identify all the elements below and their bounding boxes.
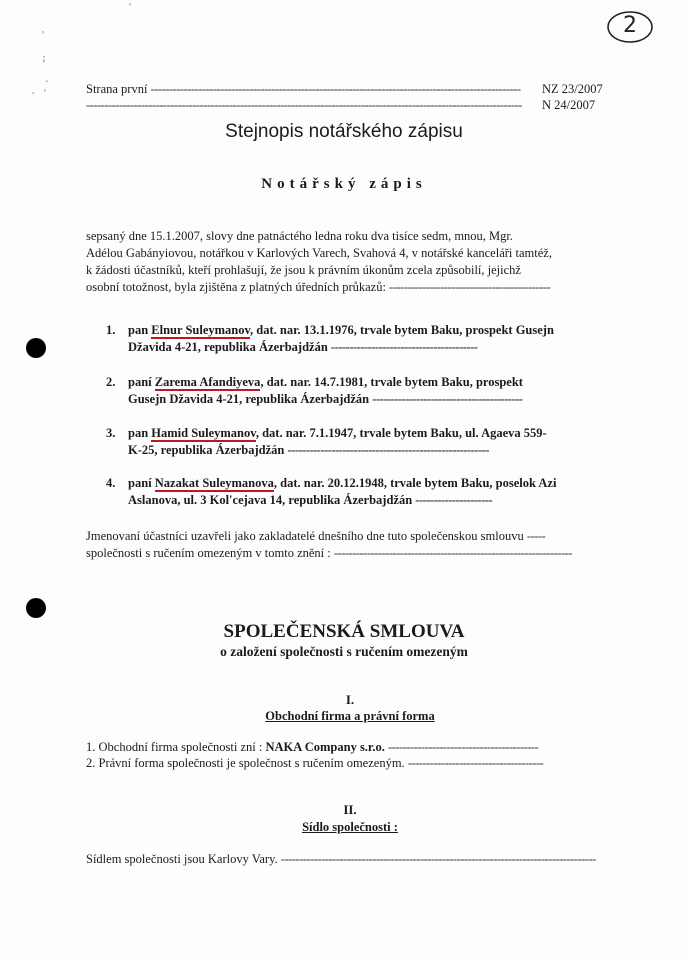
party-address: Gusejn Džavida 4-21, republika Ázerbajdžán (128, 392, 370, 406)
party-body: pan Hamid Suleymanov, dat. nar. 7.1.1947, trvale bytem Baku, ul. Agaeva 559- K-25, republika Ázerbajdžán ------------------------------------------------------- (128, 426, 547, 457)
header-dash-line: ----------------------------------------------------------------------------------------------------------------------- (86, 98, 522, 112)
intro-line: Adélou Gabányiovou, notářkou v Karlových Varech, Svahová 4, v notářské kanceláři tamtéž, (86, 246, 552, 260)
contract-title: SPOLEČENSKÁ SMLOUVA (223, 621, 465, 642)
party-item (106, 475, 606, 511)
section-item: Sídlem společnosti jsou Karlovy Vary. -------------------------------------------------------------------------------------- (86, 852, 596, 866)
party-name: Nazakat Suleymanova (154, 476, 274, 490)
section-heading: Obchodní firma a právní forma (265, 709, 435, 723)
section-number: I. (345, 692, 355, 707)
party-body: pan Elnur Suleymanov, dat. nar. 13.1.1976, trvale bytem Baku, prospekt Gusejn Džavida 4-21, republika Ázerbajdžán ---------------------------------------- (128, 323, 554, 354)
page-label: Strana první (86, 82, 148, 96)
party-details: , dat. nar. 13.1.1976, trvale bytem Baku, prospekt Gusejn (250, 323, 554, 337)
party-title: paní (128, 476, 152, 490)
intro-paragraph (86, 228, 612, 296)
punch-hole-mark (26, 598, 46, 618)
handwritten-page-number (606, 10, 654, 44)
intro-line-last: osobní totožnost, byla zjištěna z platných úředních průkazů: -------------------------------------------- (86, 280, 551, 294)
contract-subtitle: o založení společnosti s ručením omezeným (220, 644, 468, 659)
margin-mark: - ' (30, 88, 49, 99)
margin-mark: ' (40, 30, 47, 41)
party-name: Hamid Suleymanov (151, 426, 256, 440)
party-address: Džavida 4-21, republika Ázerbajdžán (128, 340, 328, 354)
intro-line: k žádosti účastníků, kteří prohlašují, že jsou k právním úkonům zcela způsobilí, jejichž (86, 263, 521, 277)
page-number-text: 2 (623, 13, 637, 38)
punch-hole-mark (26, 338, 46, 358)
closing-line: společnosti s ručením omezeným v tomto znění : (86, 546, 331, 560)
party-item (106, 322, 606, 358)
reference-number-2: N 24/2007 (542, 98, 596, 112)
party-title: pan (128, 426, 149, 440)
party-title: pan (128, 323, 149, 337)
party-name: Elnur Suleymanov (151, 323, 251, 337)
firm-name-value: NAKA Company s.r.o. (265, 740, 385, 754)
party-details: , dat. nar. 7.1.1947, trvale bytem Baku, ul. Agaeva 559- (255, 426, 547, 440)
party-number: 4. (106, 476, 116, 490)
reference-number-1: NZ 23/2007 (542, 82, 603, 96)
party-address: K-25, republika Ázerbajdžán (128, 443, 285, 457)
party-name: Zarema Afandiyeva (154, 375, 261, 389)
document-title: Stejnopis notářského zápisu (225, 121, 463, 142)
section-number: II. (343, 802, 357, 817)
party-details: , dat. nar. 20.12.1948, trvale bytem Baku, poselok Azi (273, 476, 557, 490)
firm-name-label: 1. Obchodní firma společnosti zní : (86, 740, 263, 754)
section-item: 1. Obchodní firma společnosti zní : NAKA Company s.r.o. ----------------------------------------- (86, 740, 539, 754)
party-details: , dat. nar. 14.7.1981, trvale bytem Baku, prospekt (260, 375, 523, 389)
party-number: 1. (106, 323, 116, 337)
header-line-1: Strana první ----------------------------------------------------------------------------------------------------- (86, 82, 521, 96)
party-item (106, 374, 606, 410)
party-number: 3. (106, 426, 116, 440)
document-subtitle: Notářský zápis (261, 176, 427, 192)
section-item: 2. Právní forma společnosti je společnost s ručením omezeným. ------------------------------------- (86, 756, 544, 770)
intro-line: sepsaný dne 15.1.2007, slovy dne patnáctého ledna roku dva tisíce sedm, mnou, Mgr. (86, 229, 514, 243)
closing-line: Jmenovaní účastníci uzavřeli jako zakladatelé dnešního dne tuto společenskou smlouvu (86, 529, 524, 543)
registered-office-text: Sídlem společnosti jsou Karlovy Vary. (86, 852, 278, 866)
party-number: 2. (106, 375, 116, 389)
party-item (106, 425, 606, 461)
margin-mark: - (44, 76, 51, 87)
closing-paragraph: Jmenovaní účastníci uzavřeli jako zakladatelé dnešního dne tuto společenskou smlouvu ----- společnosti s ručením omezeným v tomto znění : ----------------------------------------------------------------- (86, 529, 572, 560)
legal-form-text: 2. Právní forma společnosti je společnost s ručením omezeným. (86, 756, 405, 770)
margin-mark: ; (41, 53, 48, 64)
party-body: paní Nazakat Suleymanova, dat. nar. 20.12.1948, trvale bytem Baku, poselok Azi Aslanova, ul. 3 Kol'cejava 14, republika Ázerbajdžán --------------------- (128, 476, 557, 507)
party-address: Aslanova, ul. 3 Kol'cejava 14, republika Ázerbajdžán (128, 493, 413, 507)
party-body: paní Zarema Afandiyeva, dat. nar. 14.7.1981, trvale bytem Baku, prospekt Gusejn Džavida 4-21, republika Ázerbajdžán ----------------------------------------- (128, 375, 523, 406)
intro-line-text: osobní totožnost, byla zjištěna z platných úředních průkazů: (86, 280, 386, 294)
section-heading: Sídlo společnosti : (302, 820, 398, 834)
margin-mark: ' (127, 2, 134, 13)
party-title: paní (128, 375, 152, 389)
